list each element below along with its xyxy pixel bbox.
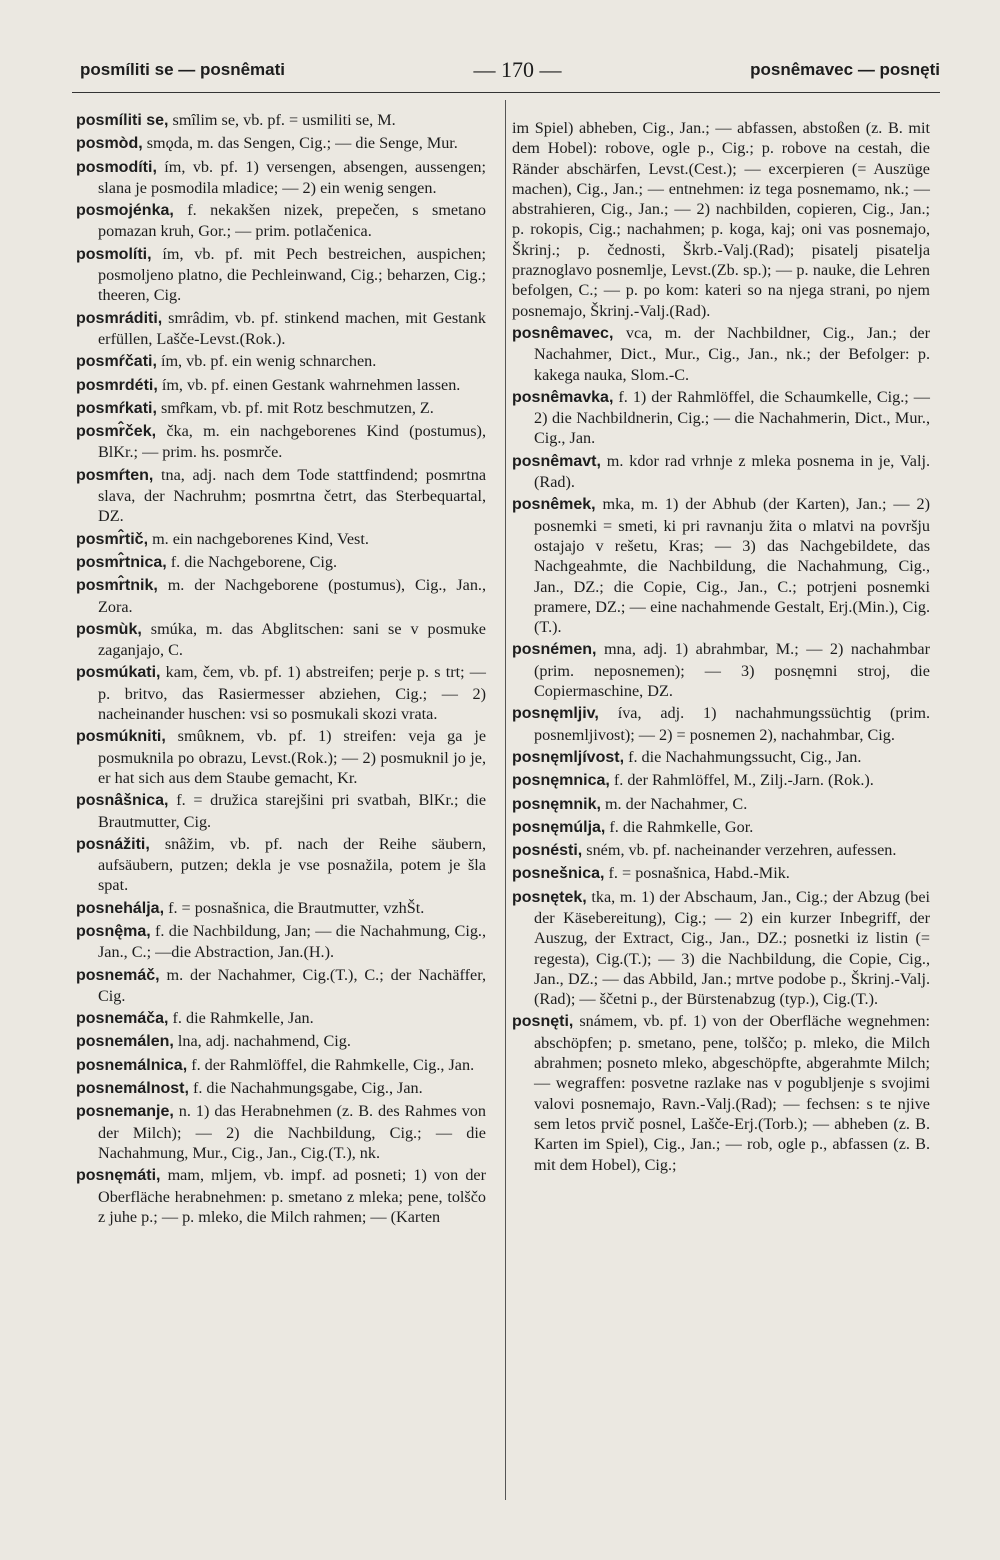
entry-definition: f. die Rahmkelle, Jan. (172, 1009, 314, 1028)
dictionary-entry (76, 726, 486, 788)
column-divider (505, 100, 506, 1500)
entry-definition: f. die Nachahmungsgabe, Cig., Jan. (192, 1079, 423, 1098)
entry-definition: ím, vb. pf. ein wenig schnarchen. (160, 352, 377, 371)
dictionary-entry (76, 529, 486, 550)
dictionary-entry (76, 110, 486, 131)
dictionary-entry (76, 1078, 486, 1099)
entry-headword: posnêmavec, (512, 324, 614, 342)
dictionary-entry (76, 619, 486, 661)
entry-headword: posnemálnica, (76, 1056, 188, 1074)
entry-headword: posnęti, (512, 1013, 574, 1031)
dictionary-entry (76, 1101, 486, 1163)
entry-definition: f. = posnašnica, Habd.-Mik. (608, 864, 790, 883)
entry-definition: f. = posnašnica, die Brautmutter, vzhŠt. (168, 898, 425, 917)
entry-headword: posmúkniti, (76, 728, 166, 746)
entry-headword: posnêmavka, (512, 388, 614, 406)
dictionary-entry (512, 840, 930, 861)
entry-definition: smûknem, vb. pf. 1) streifen: veja ga je posmuknila po obrazu, Levst.(Rok.); — 2) posmuknil jo je, er hat sich aus dem Staube gemacht, Kr. (98, 727, 487, 787)
entry-definition: smrâdim, vb. pf. stinkend machen, mit Gestank erfüllen, Lašče-Levst.(Rok.). (98, 308, 486, 348)
entry-definition: smǫda, m. das Sengen, Cig.; — die Senge, Mur. (146, 134, 458, 153)
entry-headword: posmòd, (76, 135, 143, 153)
entry-headword: posmùk, (76, 620, 142, 638)
dictionary-entry (512, 451, 930, 493)
entry-definition: m. der Nachgeborene (postumus), Cig., Jan., Zora. (98, 576, 487, 616)
entry-headword: posmodíti, (76, 158, 157, 176)
entry-definition: f. der Rahmlöffel, M., Zilj.-Jarn. (Rok.). (613, 771, 874, 790)
entry-headword: posnážiti, (76, 835, 150, 853)
dictionary-entry (76, 398, 486, 419)
entry-headword: posnésti, (512, 842, 583, 860)
entry-headword: posmúkati, (76, 664, 161, 682)
entry-headword: posnešnica, (512, 865, 605, 883)
entry-definition: f. die Nachbildung, Jan; — die Nachahmung, Cig., Jan., C.; —die Abstraction, Jan.(H.). (98, 921, 487, 962)
dictionary-entry (76, 244, 486, 306)
entry-definition: m. der Nachahmer, C. (604, 794, 748, 813)
header-left-guide-words: posmíliti se — posnêmati (80, 60, 285, 79)
dictionary-entry (512, 323, 930, 385)
dictionary-entry (76, 575, 486, 617)
entry-headword: posmojénka, (76, 202, 174, 220)
dictionary-entry (76, 308, 486, 350)
dictionary-entry (512, 817, 930, 838)
entry-definition: smîlim se, vb. pf. = usmiliti se, M. (172, 111, 396, 129)
entry-definition: tna, adj. nach dem Tode stattfindend; posmrtna slava, der Nachruhm; posmrtna četrt, das Sterbequartal, DZ. (98, 465, 486, 526)
dictionary-entry (76, 133, 486, 154)
entry-definition: íva, adj. 1) nachahmungssüchtig (prim. posnemljivost); — 2) = posnemen 2), nachahmbar, Cig. (534, 704, 930, 744)
entry-headword: posnęmúlja, (512, 818, 606, 836)
entry-definition: f. nekakšen nizek, prepečen, s smetano pomazan kruh, Gor.; — prim. potlačenica. (98, 201, 486, 241)
dictionary-entry (76, 200, 486, 242)
entry-headword: posnêmek, (512, 496, 596, 514)
entry-headword: posnemálen, (76, 1033, 174, 1051)
right-column (512, 118, 930, 1177)
dictionary-entry (76, 552, 486, 573)
dictionary-entry (76, 351, 486, 372)
entry-definition: m. ein nachgeborenes Kind, Vest. (152, 529, 369, 548)
entry-headword: posmíliti se, (76, 112, 169, 129)
entry-definition: ím, vb. pf. 1) versengen, absengen, aussengen; slana je posmodila mladice; — 2) ein wenig sengen. (98, 157, 487, 197)
entry-headword: posmráditi, (76, 309, 163, 327)
dictionary-entry (76, 662, 486, 724)
header-right-guide-words: posnêmavec — posnęti (750, 60, 940, 79)
dictionary-entry (512, 703, 930, 745)
dictionary-entry (512, 118, 930, 321)
entry-headword: posnémen, (512, 641, 597, 659)
entry-definition: smúka, m. das Abglitschen: sani se v posmuke zaganjajo, C. (98, 619, 486, 660)
entry-headword: posnęmljiv, (512, 705, 599, 723)
entry-definition: f. der Rahmlöffel, die Rahmkelle, Cig., Jan. (191, 1055, 475, 1074)
entry-definition: m. der Nachahmer, Cig.(T.), C.; der Nachäffer, Cig. (98, 965, 486, 1005)
dictionary-entry (76, 1031, 486, 1052)
entry-headword: posnęmnica, (512, 772, 610, 790)
dictionary-entry (512, 770, 930, 791)
dictionary-entry (512, 1011, 930, 1174)
entry-headword: posmr̂ček, (76, 423, 157, 441)
dictionary-entry (512, 747, 930, 768)
entry-headword: posmr̂tnica, (76, 553, 167, 571)
page-header (80, 50, 940, 90)
entry-headword: posmrdéti, (76, 376, 158, 394)
entry-definition: m. kdor rad vrhnje z mleka posnema in je, Valj.(Rad). (534, 451, 931, 492)
entry-definition: smr̂kam, vb. pf. mit Rotz beschmutzen, Z. (160, 398, 434, 417)
dictionary-entry (76, 921, 486, 963)
entry-headword: posmr̂tič, (76, 530, 149, 548)
entry-definition: f. die Nachgeborene, Cig. (170, 552, 338, 571)
entry-definition: f. die Rahmkelle, Gor. (609, 817, 754, 836)
entry-headword: posnêmavt, (512, 452, 601, 470)
entry-headword: posnęmljívost, (512, 748, 625, 766)
entry-headword: posnętek, (512, 888, 587, 906)
header-rule (72, 92, 940, 93)
dictionary-entry (512, 887, 930, 1010)
entry-headword: posnęmáti, (76, 1167, 161, 1185)
entry-definition: f. 1) der Rahmlöffel, die Schaumkelle, Cig.; — 2) die Nachbildnerin, Cig.; — die Nachahmerin, Dict., Mur., Cig., Jan. (534, 387, 930, 448)
dictionary-entry (512, 794, 930, 815)
dictionary-entry (76, 375, 486, 396)
entry-definition: vca, m. der Nachbildner, Cig., Jan.; der Nachahmer, Dict., Mur., Cig., Jan., nk.; der Befolger: p. kakega nauka, Slom.-C. (534, 323, 931, 384)
entry-definition: ím, vb. pf. mit Pech bestreichen, auspichen; posmoljeno platno, die Pechleinwand, Cig.; beharzen, Cig.; theeren, Cig. (98, 244, 487, 305)
entry-definition: mka, m. 1) der Abhub (der Karten), Jan.; — 2) posnemki = smeti, ki pri ravnanju žita o mlatvi na površju ostajajo v rešetu, Kras; — 3) das Nachgebildete, das Nachgeahmte, die Nachbildung, die Nachahmung, Cig., Jan., DZ.; die Copie, Cig., Jan., C.; potrjeni posnemki pramere, DZ.; — eine nachahmende Gestalt, Erj.(Min.), Cig.(T.). (534, 495, 930, 637)
entry-headword: posnemáč, (76, 966, 160, 984)
entry-definition: f. die Nachahmungssucht, Cig., Jan. (628, 747, 862, 766)
entry-headword: posnemáča, (76, 1010, 169, 1028)
dictionary-entry (76, 157, 486, 199)
entry-definition: tka, m. 1) der Abschaum, Jan., Cig.; der Abzug (bei der Käsebereitung), Cig.; — 2) ein kurzer Inbegriff, der Auszug, der Extract, Cig., Jan., DZ.; posnetki iz listin (= regesta), Cig.(T.); — 3) die Nachbildung, die Copie, Cig., Jan., DZ.; — das Abbild, Jan.; mrtve podobe p., Škrinj.-Valj.(Rad); — ščetni p., der Bürstenabzug (typ.), Cig.(T.). (534, 887, 931, 1009)
dictionary-entry (512, 387, 930, 449)
entry-definition: kam, čem, vb. pf. 1) abstreifen; perje p. s trt; — p. britvo, das Rasiermesser abziehen, Cig.; — 2) nacheinander huschen: vsi so posmukali skozi vrata. (98, 663, 486, 724)
entry-definition: lna, adj. nachahmend, Cig. (177, 1032, 351, 1051)
dictionary-entry (76, 834, 486, 896)
dictionary-entry (512, 863, 930, 884)
dictionary-entry (76, 1165, 486, 1227)
entry-headword: posnemanje, (76, 1103, 174, 1121)
page-number: — 170 — (473, 57, 562, 82)
entry-definition: ím, vb. pf. einen Gestank wahrnehmen lassen. (161, 375, 461, 394)
dictionary-entry (76, 1008, 486, 1029)
entry-definition: n. 1) das Herabnehmen (z. B. des Rahmes von der Milch); — 2) die Nachbildung, Cig.; — die Nachahmung, Mur., Cig., Jan., Cig.(T.), nk. (98, 1102, 486, 1162)
entry-headword: posnęmnik, (512, 795, 601, 813)
entry-definition: snámem, vb. pf. 1) von der Oberfläche wegnehmen: abschöpfen; p. smetano, pene, tolščo; p. mleko, die Milch abrahmen; posneto mleko, abgeschöpfte, abgerahmte Milch; — wegraffen: posvetne razlake nas v pogubljenje s svojimi valovi posnemajo, Ravn.-Valj.(Rad); — fechsen: s te njive sem letos prvič posnel, Lašče-Erj.(Torb.); — abheben (z. B. Karten im Spiel), Cig., Jan.; — rob, ogle p., abfassen (z. B. mit dem Hobel), Cig.; (534, 1012, 931, 1174)
dictionary-entry (76, 965, 486, 1007)
dictionary-entry (76, 898, 486, 919)
dictionary-entry (76, 1055, 486, 1076)
entry-headword: posnâšnica, (76, 792, 169, 810)
entry-headword: posmolíti, (76, 245, 152, 263)
dictionary-entry (512, 639, 930, 701)
dictionary-entry (512, 494, 930, 637)
entry-definition: mam, mljem, vb. impf. ad posneti; 1) von der Oberfläche herabnehmen: p. smetano z mleka; pene, tolščo z juhe p.; — p. mleko, die Milch rahmen; — (Karten (98, 1166, 487, 1226)
entry-definition: sném, vb. pf. nacheinander verzehren, aufessen. (586, 841, 897, 860)
entry-headword: posnemálnost, (76, 1080, 189, 1098)
entry-definition: im Spiel) abheben, Cig., Jan.; — abfassen, abstoßen (z. B. mit dem Hobel): robove, ogle p., Cig.; p. robove na cestah, die Ränder abschärfen, Levst.(Cest.); — excerpieren (= Auszüge machen), Cig., Jan.; — entnehmen: iz tega posnemamo, nk.; — abstrahieren, Cig., Jan.; — 2) nachbilden, copieren, Cig., Jan.; p. rokopis, Cig.; nachahmen; p. koga, kaj; oni vas posnemajo, Škrinj.; p. čednosti, Škrb.-Valj.(Rad); pisatelj pisatelja praznoglavo posnemlje, Levst.(Zb. sp.); — p. nauke, die Lehren befolgen, C.; — p. po kom: kateri so na njega strani, po njem posnemajo, Škrinj.-Valj.(Rad). (512, 119, 930, 320)
dictionary-entry (76, 790, 486, 832)
entry-headword: posmr̂tnik, (76, 577, 158, 595)
entry-headword: posnę̂ma, (76, 922, 151, 940)
entry-headword: posmŕten, (76, 466, 154, 484)
entry-headword: posnehálja, (76, 899, 165, 917)
dictionary-entry (76, 465, 486, 527)
dictionary-entry (76, 421, 486, 463)
entry-definition: f. = družica starejšini pri svatbah, BlKr.; die Brautmutter, Cig. (98, 791, 486, 831)
left-column (76, 110, 486, 1229)
entry-definition: snâžim, vb. pf. nach der Reihe säubern, aufsäubern, putzen; dekla je vse posnažila, potem je šla spat. (98, 834, 486, 895)
entry-headword: posmŕkati, (76, 399, 157, 417)
entry-definition: mna, adj. 1) abrahmbar, M.; — 2) nachahmbar (prim. neposnemen); — 3) posnęmni stroj, die Copiermaschine, DZ. (534, 640, 930, 701)
entry-definition: čka, m. ein nachgeborenes Kind (postumus), BlKr.; — prim. hs. posmrče. (98, 422, 486, 462)
entry-headword: posmŕčati, (76, 353, 157, 371)
